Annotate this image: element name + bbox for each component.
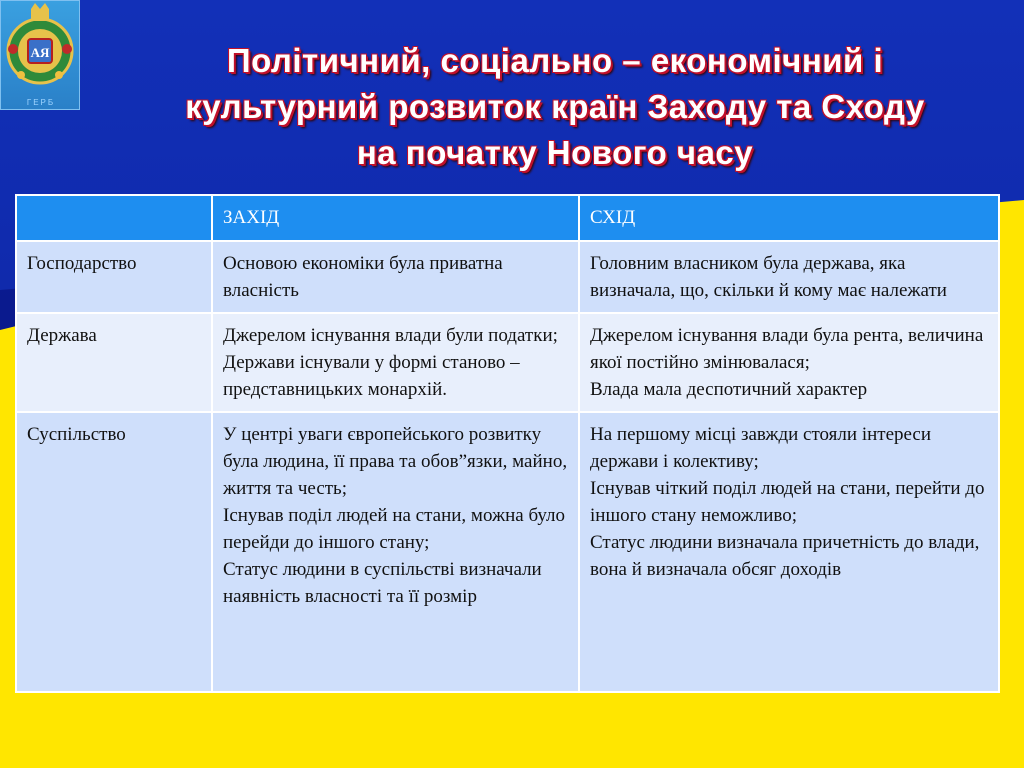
row-label-economy: Господарство bbox=[15, 242, 213, 314]
cell-text: У центрі уваги європейського розвитку була людина, її права та обов”язки, майно, життя та честь; bbox=[223, 424, 568, 499]
row-label-state: Держава bbox=[15, 314, 213, 413]
row-label-society: Суспільство bbox=[15, 413, 213, 693]
title-line-1: Політичний, соціально – економічний і bbox=[226, 42, 884, 79]
table-row-society bbox=[15, 413, 1000, 693]
header-empty-cell bbox=[15, 194, 213, 242]
table-header-row bbox=[15, 194, 1000, 242]
cell-text: Головним власником була держава, яка визначала, що, скільки й кому має належати bbox=[590, 253, 947, 301]
cell-text: Джерелом існування влади була рента, величина якої постійно змінювалася; bbox=[590, 325, 984, 373]
header-west: ЗАХІД bbox=[213, 194, 580, 242]
header-east: СХІД bbox=[580, 194, 1000, 242]
slide-title bbox=[100, 38, 1010, 176]
cell-text: Статус людини в суспільстві визначали наявність власності та її розмір bbox=[223, 559, 542, 607]
coat-of-arms-icon bbox=[1, 1, 79, 97]
coat-of-arms-logo bbox=[0, 0, 80, 110]
cell-text: Основою економіки була приватна власність bbox=[223, 253, 503, 301]
cell-text: Держави існували у формі станово – представницьких монархій. bbox=[223, 352, 520, 400]
cell-west-economy bbox=[213, 242, 580, 314]
cell-text: Існував чіткий поділ людей на стани, перейти до іншого стану неможливо; bbox=[590, 478, 985, 526]
title-line-3: на початку Нового часу bbox=[356, 134, 754, 171]
cell-east-economy bbox=[580, 242, 1000, 314]
logo-caption: ГЕРБ bbox=[26, 98, 56, 107]
cell-east-society bbox=[580, 413, 1000, 693]
cell-text: Влада мала деспотичний характер bbox=[590, 379, 868, 400]
cell-east-state bbox=[580, 314, 1000, 413]
cell-text: Статус людини визначала причетність до влади, вона й визначала обсяг доходів bbox=[590, 532, 980, 580]
svg-text:АЯ: АЯ bbox=[30, 45, 50, 60]
cell-text: Існував поділ людей на стани, можна було перейди до іншого стану; bbox=[223, 505, 566, 553]
title-line-2: культурний розвиток країн Заходу та Сходу bbox=[185, 88, 925, 125]
comparison-table bbox=[15, 194, 1000, 693]
table-row-state bbox=[15, 314, 1000, 413]
table-row-economy bbox=[15, 242, 1000, 314]
cell-west-state bbox=[213, 314, 580, 413]
cell-west-society bbox=[213, 413, 580, 693]
cell-text: Джерелом існування влади були податки; bbox=[223, 325, 558, 346]
cell-text: На першому місці завжди стояли інтереси держави і колективу; bbox=[590, 424, 932, 472]
